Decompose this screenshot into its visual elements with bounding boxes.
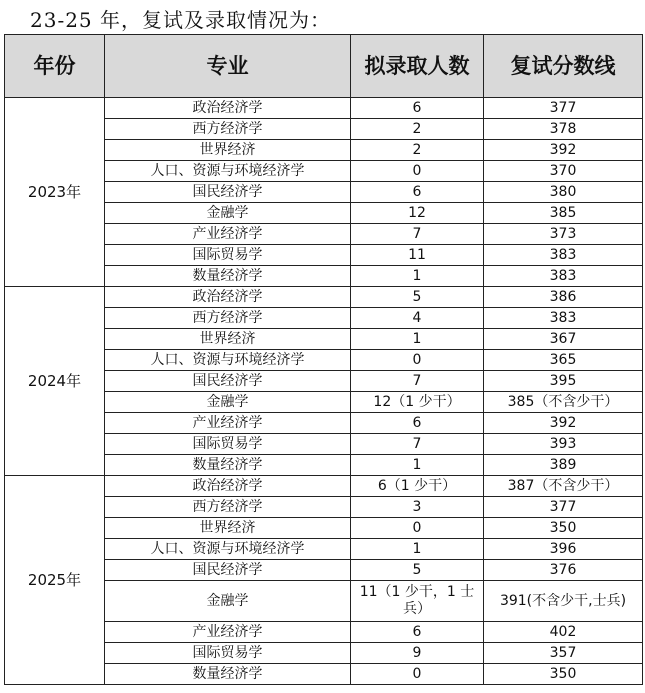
quota-cell: 1 [351, 266, 484, 287]
score-cell: 350 [484, 518, 643, 539]
score-cell: 402 [484, 622, 643, 643]
score-cell: 383 [484, 245, 643, 266]
quota-cell: 0 [351, 350, 484, 371]
header-major: 专业 [105, 35, 351, 98]
score-cell: 385 [484, 203, 643, 224]
major-cell: 产业经济学 [105, 413, 351, 434]
major-cell: 人口、资源与环境经济学 [105, 539, 351, 560]
score-cell: 350 [484, 664, 643, 685]
major-cell: 金融学 [105, 581, 351, 622]
quota-cell: 11 [351, 245, 484, 266]
table-row [5, 98, 643, 119]
intro-text: 23-25 年，复试及录取情况为： [30, 8, 332, 32]
score-cell: 378 [484, 119, 643, 140]
score-cell: 367 [484, 329, 643, 350]
score-cell: 389 [484, 455, 643, 476]
score-cell: 385（不含少干） [484, 392, 643, 413]
quota-cell: 6 [351, 182, 484, 203]
score-cell: 393 [484, 434, 643, 455]
major-cell: 世界经济 [105, 329, 351, 350]
quota-cell: 5 [351, 287, 484, 308]
major-cell: 金融学 [105, 203, 351, 224]
score-cell: 387（不含少干） [484, 476, 643, 497]
score-cell: 365 [484, 350, 643, 371]
score-cell: 370 [484, 161, 643, 182]
table-row [5, 287, 643, 308]
quota-cell: 12（1 少干） [351, 392, 484, 413]
major-cell: 金融学 [105, 392, 351, 413]
quota-cell: 2 [351, 140, 484, 161]
quota-cell: 2 [351, 119, 484, 140]
major-cell: 数量经济学 [105, 266, 351, 287]
table-row [5, 476, 643, 497]
quota-cell: 7 [351, 371, 484, 392]
header-row [5, 35, 643, 98]
year-cell: 2024年 [5, 287, 105, 476]
quota-cell: 0 [351, 161, 484, 182]
major-cell: 产业经济学 [105, 224, 351, 245]
header-quota: 拟录取人数 [351, 35, 484, 98]
quota-cell: 7 [351, 224, 484, 245]
major-cell: 数量经济学 [105, 455, 351, 476]
major-cell: 国际贸易学 [105, 434, 351, 455]
quota-cell: 6 [351, 413, 484, 434]
quota-cell: 1 [351, 455, 484, 476]
quota-cell: 4 [351, 308, 484, 329]
score-cell: 373 [484, 224, 643, 245]
quota-cell: 7 [351, 434, 484, 455]
major-cell: 世界经济 [105, 518, 351, 539]
major-cell: 人口、资源与环境经济学 [105, 350, 351, 371]
year-cell: 2023年 [5, 98, 105, 287]
major-cell: 人口、资源与环境经济学 [105, 161, 351, 182]
quota-cell: 6 [351, 98, 484, 119]
score-cell: 377 [484, 98, 643, 119]
quota-cell: 12 [351, 203, 484, 224]
header-score: 复试分数线 [484, 35, 643, 98]
major-cell: 政治经济学 [105, 287, 351, 308]
major-cell: 国民经济学 [105, 560, 351, 581]
score-cell: 395 [484, 371, 643, 392]
score-cell: 383 [484, 308, 643, 329]
quota-cell: 5 [351, 560, 484, 581]
major-cell: 西方经济学 [105, 119, 351, 140]
quota-cell: 1 [351, 539, 484, 560]
quota-cell: 0 [351, 518, 484, 539]
score-cell: 386 [484, 287, 643, 308]
quota-cell: 9 [351, 643, 484, 664]
major-cell: 西方经济学 [105, 497, 351, 518]
score-cell: 377 [484, 497, 643, 518]
major-cell: 国民经济学 [105, 182, 351, 203]
major-cell: 西方经济学 [105, 308, 351, 329]
major-cell: 产业经济学 [105, 622, 351, 643]
quota-cell: 3 [351, 497, 484, 518]
major-cell: 国民经济学 [105, 371, 351, 392]
major-cell: 政治经济学 [105, 98, 351, 119]
major-cell: 国际贸易学 [105, 643, 351, 664]
score-cell: 376 [484, 560, 643, 581]
quota-cell: 6（1 少干） [351, 476, 484, 497]
major-cell: 国际贸易学 [105, 245, 351, 266]
admission-table [4, 34, 643, 685]
score-cell: 380 [484, 182, 643, 203]
major-cell: 政治经济学 [105, 476, 351, 497]
quota-cell: 0 [351, 664, 484, 685]
major-cell: 数量经济学 [105, 664, 351, 685]
quota-cell: 6 [351, 622, 484, 643]
score-cell: 396 [484, 539, 643, 560]
score-cell: 391(不含少干,士兵) [484, 581, 643, 622]
score-cell: 392 [484, 413, 643, 434]
quota-cell: 11（1 少干，1 士兵） [351, 581, 484, 622]
score-cell: 383 [484, 266, 643, 287]
quota-cell: 1 [351, 329, 484, 350]
score-cell: 357 [484, 643, 643, 664]
year-cell: 2025年 [5, 476, 105, 685]
score-cell: 392 [484, 140, 643, 161]
major-cell: 世界经济 [105, 140, 351, 161]
header-year: 年份 [5, 35, 105, 98]
